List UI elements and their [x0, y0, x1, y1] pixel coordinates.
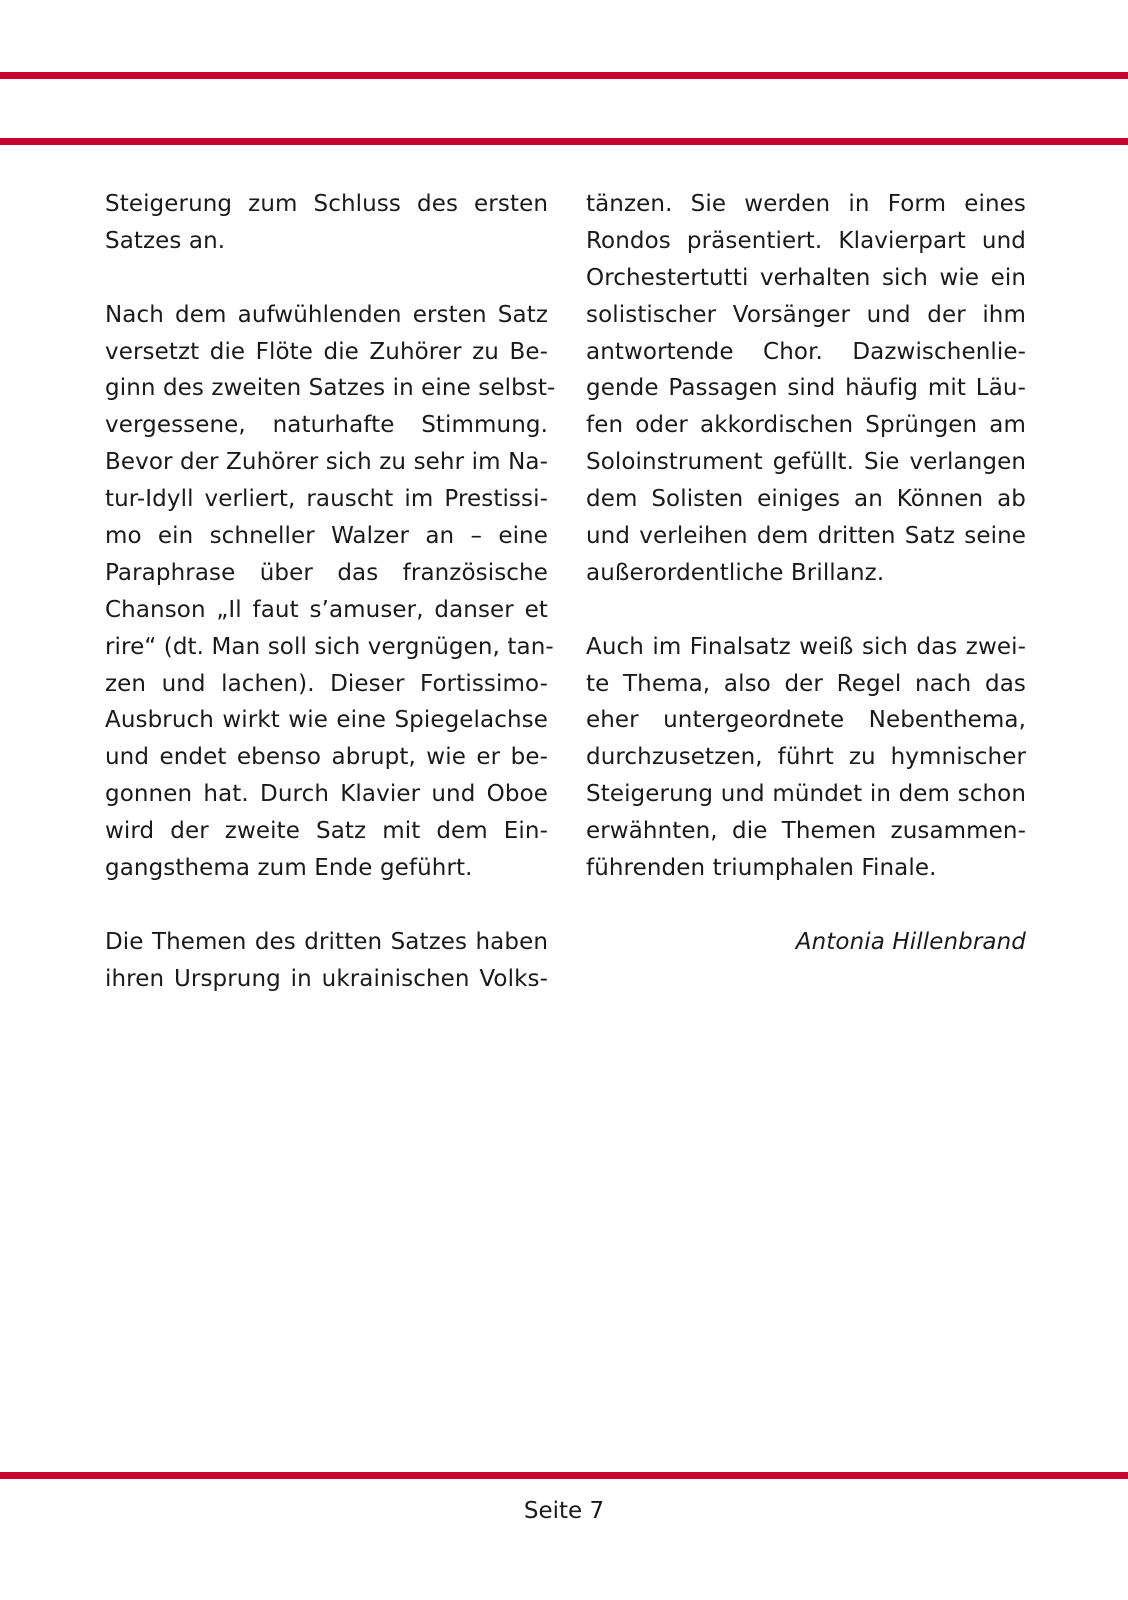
text-line: gende Passagen sind häufig mit Läu- [586, 375, 1026, 402]
text-line: tur-Idyll verliert, rauscht im Prestissi- [105, 486, 548, 513]
text-line: wird der zweite Satz mit dem Ein- [105, 818, 548, 845]
text-line: Chanson „Il faut s’amuser, danser et [105, 596, 548, 623]
text-line: Paraphrase über das französische [105, 559, 548, 586]
text-line: tänzen. Sie werden in Form eines [586, 191, 1026, 217]
paragraph [105, 186, 548, 260]
text-line: und endet ebenso abrupt, wie er be- [105, 744, 548, 771]
text-line: Orchestertutti verhalten sich wie ein [586, 264, 1026, 291]
text-line: versetzt die Flöte die Zuhörer zu Be- [105, 338, 548, 365]
text-line: eher untergeordnete Nebenthema, [586, 707, 1026, 734]
text-line: zen und lachen). Dieser Fortissimo- [105, 670, 548, 697]
text-line: Satzes an. [105, 227, 226, 254]
paragraph [586, 186, 1026, 592]
text-line: dem Solisten einiges an Können ab [586, 486, 1026, 513]
paragraph-gap [105, 887, 548, 924]
text-line: fen oder akkordischen Sprüngen am [586, 412, 1026, 439]
footer-rule [0, 1472, 1128, 1479]
header-rule-bottom [0, 138, 1128, 145]
text-line: vergessene, naturhafte Stimmung. [105, 412, 548, 439]
right-column [586, 186, 1026, 961]
text-line: te Thema, also der Regel nach das [586, 670, 1026, 697]
paragraph-gap [586, 592, 1026, 629]
text-line: antwortende Chor. Dazwischenlie- [586, 338, 1026, 365]
text-line: erwähnten, die Themen zusammen- [586, 818, 1026, 845]
text-line: Bevor der Zuhörer sich zu sehr im Na- [105, 449, 548, 476]
text-line: und verleihen dem dritten Satz seine [586, 523, 1026, 550]
paragraph [105, 924, 548, 998]
text-line: Ausbruch wirkt wie eine Spiegelachse [105, 707, 548, 734]
page-number: Seite 7 [523, 1498, 605, 1524]
text-line: Steigerung und mündet in dem schon [586, 781, 1026, 808]
text-line: gangsthema zum Ende geführt. [105, 855, 473, 882]
header-rule-top [0, 72, 1128, 79]
text-line: ihren Ursprung in ukrainischen Volks- [105, 965, 548, 992]
left-column [105, 186, 556, 998]
text-line: Rondos präsentiert. Klavierpart und [586, 227, 1026, 254]
text-line: rire“ (dt. Man soll sich vergnügen, tan- [105, 633, 554, 660]
text-line: Soloinstrument gefüllt. Sie verlangen [586, 449, 1026, 476]
paragraph [105, 297, 556, 887]
text-line: Nach dem aufwühlenden ersten Satz [105, 301, 548, 328]
paragraph-gap [586, 887, 1026, 924]
text-line: Die Themen des dritten Satzes haben [105, 928, 548, 955]
text-line: ginn des zweiten Satzes in eine selbst- [105, 375, 556, 402]
text-line: außerordentliche Brillanz. [586, 559, 885, 586]
paragraph [586, 629, 1026, 887]
text-line: Auch im Finalsatz weiß sich das zwei- [586, 633, 1026, 660]
text-line: durchzusetzen, führt zu hymnischer [586, 744, 1026, 771]
text-line: Steigerung zum Schluss des ersten [105, 191, 548, 217]
paragraph-gap [105, 260, 548, 297]
text-line: führenden triumphalen Finale. [586, 855, 937, 882]
text-line: gonnen hat. Durch Klavier und Oboe [105, 781, 548, 808]
author-signature: Antonia Hillenbrand [795, 928, 1026, 955]
text-line: solistischer Vorsänger und der ihm [586, 301, 1026, 328]
text-line: mo ein schneller Walzer an – eine [105, 523, 548, 550]
